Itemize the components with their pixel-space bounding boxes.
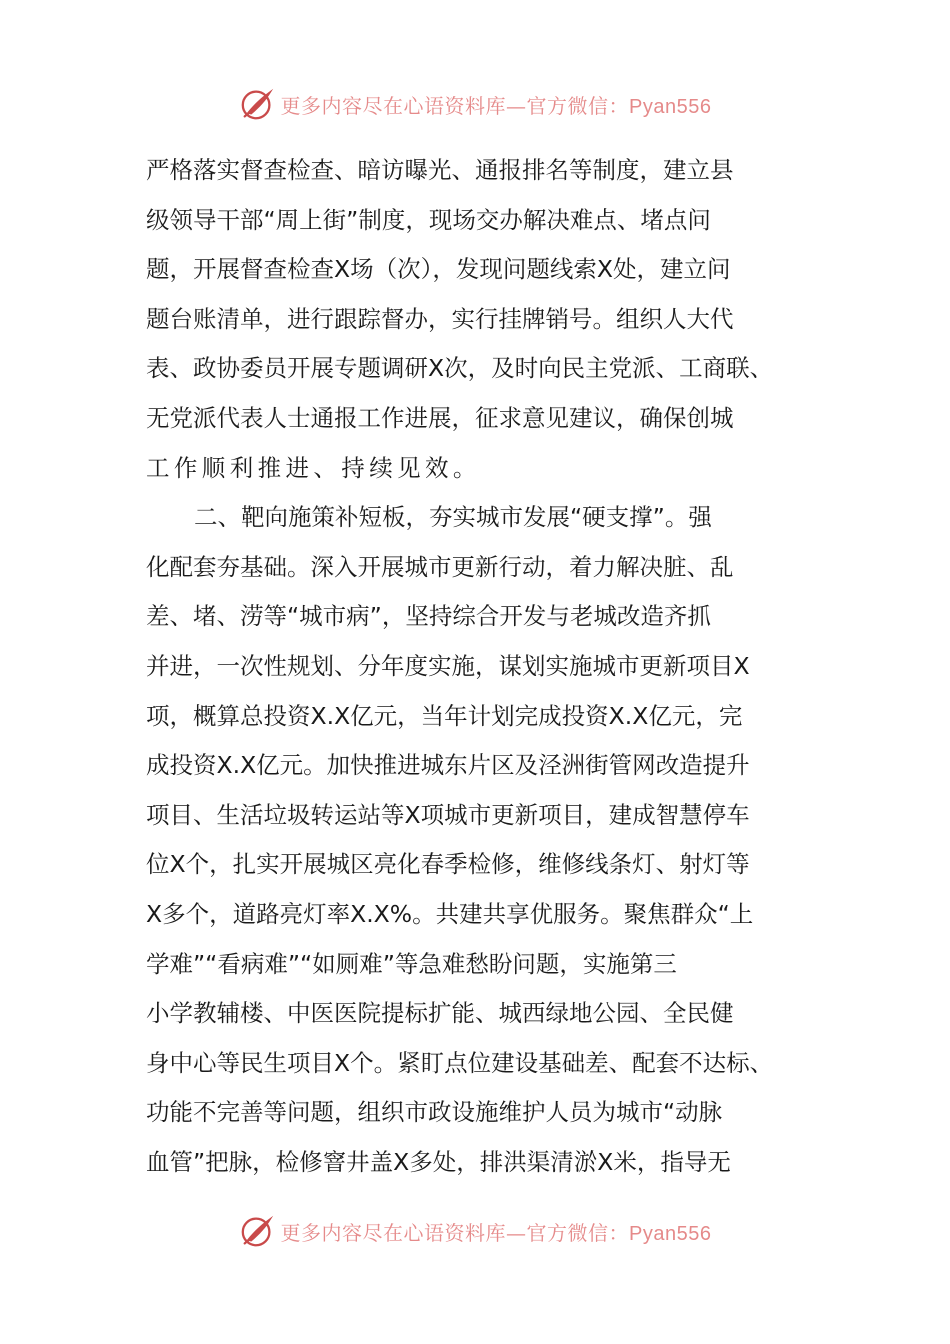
quill-logo-icon (239, 1212, 277, 1250)
body-line: 项，概算总投资X.X亿元，当年计划完成投资X.X亿元，完 (146, 701, 743, 730)
body-line: 级领导干部“周上街”制度，现场交办解决难点、堵点问 (146, 205, 711, 234)
section-heading-line: 二、靶向施策补短板，夯实城市发展“硬支撑”。强 (194, 503, 712, 532)
document-body (146, 146, 818, 1187)
banner-text: 更多内容尽在心语资料库—官方微信：Pyan556 (280, 1220, 712, 1245)
footer-banner (0, 1211, 950, 1251)
body-line: 位X个，扎实开展城区亮化春季检修，维修线条灯、射灯等 (146, 850, 750, 879)
body-line: X多个，道路亮灯率X.X%。共建共享优服务。聚焦群众“上 (146, 899, 754, 928)
body-line: 身中心等民生项目X个。紧盯点位建设基础差、配套不达标、 (146, 1048, 774, 1077)
body-line: 表、政协委员开展专题调研X次，及时向民主党派、工商联、 (146, 354, 774, 383)
body-line: 无党派代表人士通报工作进展，征求意见建议，确保创城 (146, 403, 734, 432)
body-line: 学难”“看病难”“如厕难”等急难愁盼问题，实施第三 (146, 949, 677, 978)
body-line: 血管”把脉，检修窨井盖X多处，排洪渠清淤X米，指导无 (146, 1147, 731, 1176)
body-line: 项目、生活垃圾转运站等X项城市更新项目，建成智慧停车 (146, 800, 750, 829)
body-line: 并进，一次性规划、分年度实施，谋划实施城市更新项目X (146, 651, 750, 680)
banner-text: 更多内容尽在心语资料库—官方微信：Pyan556 (280, 93, 712, 118)
header-banner (0, 84, 950, 124)
banner-handle: Pyan556 (629, 1222, 712, 1245)
body-line: 差、堵、涝等“城市病”，坚持综合开发与老城改造齐抓 (146, 602, 711, 631)
body-line: 化配套夯基础。深入开展城市更新行动，着力解决脏、乱 (146, 552, 734, 581)
body-line: 严格落实督查检查、暗访曝光、通报排名等制度，建立县 (146, 156, 734, 184)
body-line: 题台账清单，进行跟踪督办，实行挂牌销号。组织人大代 (146, 304, 734, 333)
body-line: 题，开展督查检查X场（次），发现问题线索X处，建立问 (146, 255, 731, 284)
body-line: 工作顺利推进、持续见效。 (146, 453, 481, 482)
quill-logo-icon (239, 85, 277, 123)
body-line: 小学教辅楼、中医医院提标扩能、城西绿地公园、全民健 (146, 999, 734, 1028)
banner-handle: Pyan556 (629, 95, 712, 118)
body-line: 功能不完善等问题，组织市政设施维护人员为城市“动脉 (146, 1098, 723, 1127)
body-line: 成投资X.X亿元。加快推进城东片区及泾洲街管网改造提升 (146, 751, 750, 780)
